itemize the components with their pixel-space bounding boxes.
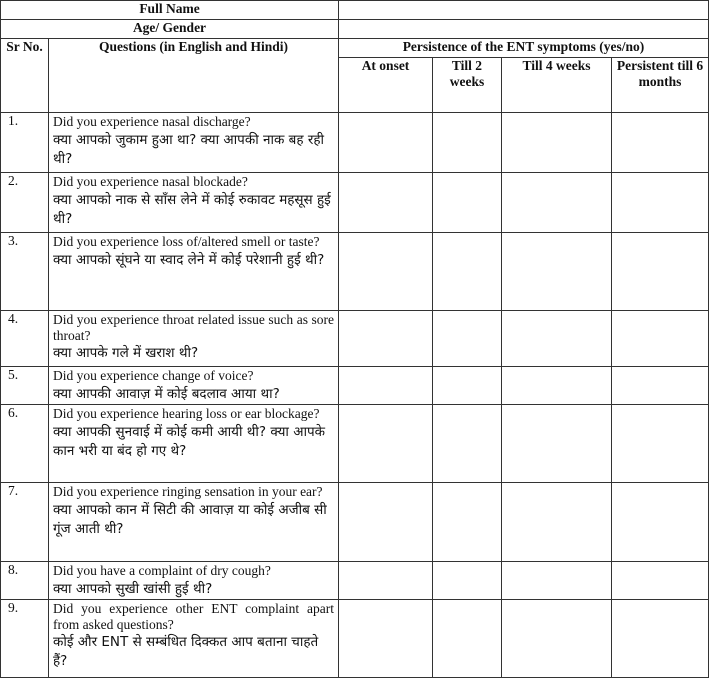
col-persistent-6-months: Persistent till 6 months	[612, 58, 709, 113]
questions-header: Questions (in English and Hindi)	[49, 39, 339, 113]
answer-persistent-6-months[interactable]	[612, 173, 709, 233]
question-english: Did you have a complaint of dry cough?	[53, 563, 271, 578]
row-number: 7.	[1, 483, 49, 562]
question-english: Did you experience loss of/altered smell or taste?	[53, 234, 320, 249]
answer-persistent-6-months[interactable]	[612, 600, 709, 678]
row-number: 9.	[1, 600, 49, 678]
answer-persistent-6-months[interactable]	[612, 233, 709, 311]
answer-till-2-weeks[interactable]	[433, 600, 502, 678]
full-name-label: Full Name	[1, 1, 339, 20]
answer-persistent-6-months[interactable]	[612, 311, 709, 367]
row-number: 8.	[1, 562, 49, 600]
question-hindi: क्या आपको जुकाम हुआ था? क्या आपकी नाक बह रही थी?	[53, 131, 325, 167]
question-english: Did you experience nasal blockade?	[53, 174, 248, 189]
answer-till-2-weeks[interactable]	[433, 562, 502, 600]
answer-at-onset[interactable]	[339, 483, 433, 562]
answer-till-4-weeks[interactable]	[502, 367, 612, 405]
question-english: Did you experience other ENT complaint apart from asked questions?	[53, 601, 334, 632]
table-row	[1, 483, 709, 562]
question-hindi: क्या आपकी सुनवाई में कोई कमी आयी थी? क्या आपके कान भरी या बंद हो गए थे?	[53, 423, 326, 459]
answer-at-onset[interactable]	[339, 367, 433, 405]
row-number: 4.	[1, 311, 49, 367]
question-hindi: क्या आपको सूंघने या स्वाद लेने में कोई परेशानी हुई थी?	[53, 251, 325, 268]
answer-at-onset[interactable]	[339, 600, 433, 678]
answer-till-2-weeks[interactable]	[433, 233, 502, 311]
col-till-4-weeks: Till 4 weeks	[502, 58, 612, 113]
question-cell	[49, 233, 339, 311]
question-hindi: क्या आपको नाक से साँस लेने में कोई रुकावट महसूस हुई थी?	[53, 191, 331, 227]
row-number: 2.	[1, 173, 49, 233]
answer-at-onset[interactable]	[339, 311, 433, 367]
table-row	[1, 405, 709, 483]
age-gender-label: Age/ Gender	[1, 20, 339, 39]
question-hindi: क्या आपकी आवाज़ में कोई बदलाव आया था?	[53, 385, 280, 402]
question-hindi: क्या आपके गले में खराश थी?	[53, 345, 199, 361]
row-number: 6.	[1, 405, 49, 483]
answer-till-4-weeks[interactable]	[502, 600, 612, 678]
answer-till-4-weeks[interactable]	[502, 562, 612, 600]
answer-till-4-weeks[interactable]	[502, 173, 612, 233]
answer-persistent-6-months[interactable]	[612, 113, 709, 173]
answer-till-2-weeks[interactable]	[433, 173, 502, 233]
answer-till-2-weeks[interactable]	[433, 405, 502, 483]
col-at-onset: At onset	[339, 58, 433, 113]
question-hindi: क्या आपको कान में सिटी की आवाज़ या कोई अजीब सी गूंज आती थी?	[53, 501, 327, 537]
answer-till-4-weeks[interactable]	[502, 113, 612, 173]
question-cell	[49, 405, 339, 483]
answer-persistent-6-months[interactable]	[612, 483, 709, 562]
full-name-field[interactable]	[339, 1, 709, 20]
question-cell	[49, 483, 339, 562]
answer-persistent-6-months[interactable]	[612, 367, 709, 405]
question-hindi: क्या आपको सुखी खांसी हुई थी?	[53, 580, 213, 597]
question-cell	[49, 562, 339, 600]
answer-at-onset[interactable]	[339, 562, 433, 600]
sr-no-header: Sr No.	[1, 39, 49, 113]
answer-persistent-6-months[interactable]	[612, 405, 709, 483]
question-cell	[49, 311, 339, 367]
table-row	[1, 367, 709, 405]
answer-till-4-weeks[interactable]	[502, 233, 612, 311]
answer-till-4-weeks[interactable]	[502, 483, 612, 562]
question-cell	[49, 600, 339, 678]
answer-till-2-weeks[interactable]	[433, 311, 502, 367]
row-number: 1.	[1, 113, 49, 173]
question-english: Did you experience ringing sensation in your ear?	[53, 484, 323, 499]
question-hindi: कोई और ENT से सम्बंधित दिक्कत आप बताना चाहते हैं?	[53, 634, 319, 669]
table-row	[1, 600, 709, 678]
age-gender-field[interactable]	[339, 20, 709, 39]
answer-persistent-6-months[interactable]	[612, 562, 709, 600]
answer-at-onset[interactable]	[339, 113, 433, 173]
answer-at-onset[interactable]	[339, 405, 433, 483]
question-english: Did you experience hearing loss or ear blockage?	[53, 406, 320, 421]
col-till-2-weeks: Till 2 weeks	[433, 58, 502, 113]
answer-till-2-weeks[interactable]	[433, 113, 502, 173]
row-number: 5.	[1, 367, 49, 405]
answer-till-4-weeks[interactable]	[502, 311, 612, 367]
answer-till-2-weeks[interactable]	[433, 367, 502, 405]
question-cell	[49, 173, 339, 233]
persistence-header: Persistence of the ENT symptoms (yes/no)	[339, 39, 709, 58]
row-number: 3.	[1, 233, 49, 311]
answer-at-onset[interactable]	[339, 173, 433, 233]
answer-at-onset[interactable]	[339, 233, 433, 311]
table-row	[1, 173, 709, 233]
question-english: Did you experience change of voice?	[53, 368, 254, 383]
question-cell	[49, 113, 339, 173]
table-row	[1, 562, 709, 600]
table-row	[1, 311, 709, 367]
question-cell	[49, 367, 339, 405]
table-row	[1, 113, 709, 173]
question-english: Did you experience nasal discharge?	[53, 114, 251, 129]
question-english: Did you experience throat related issue such as sore throat?	[53, 312, 334, 343]
answer-till-2-weeks[interactable]	[433, 483, 502, 562]
table-row	[1, 233, 709, 311]
answer-till-4-weeks[interactable]	[502, 405, 612, 483]
